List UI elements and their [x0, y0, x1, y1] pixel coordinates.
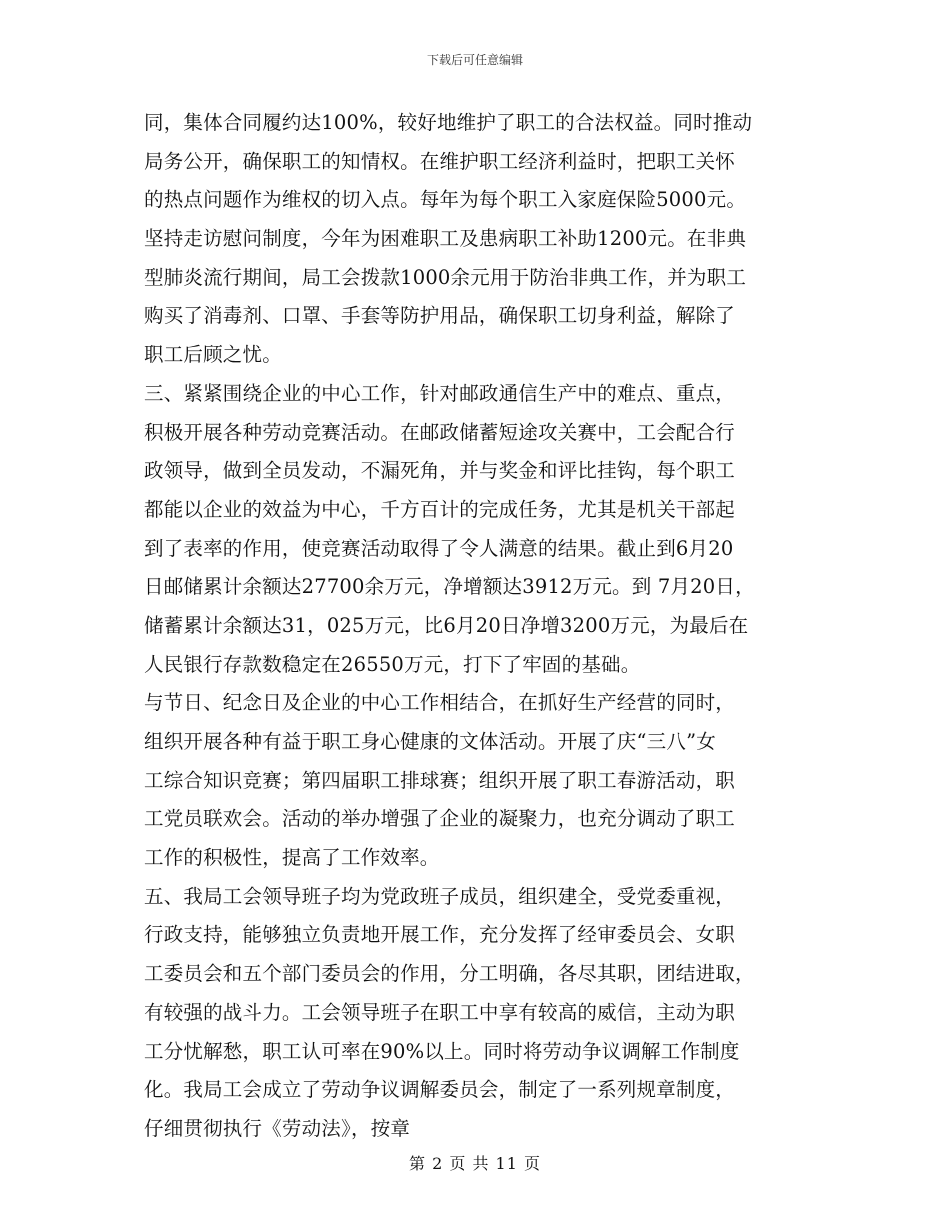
section-3-first-line: 三、紧紧围绕企业的中心工作，针对邮政通信生产中的难点、重点，	[144, 381, 736, 405]
page-header: 下载后可任意编辑	[426, 53, 523, 67]
text-line: 行政支持，能够独立负责地开展工作，充分发挥了经审委员会、女职	[144, 923, 736, 947]
text-line: 仔细贯彻执行《劳动法》，按章	[144, 1116, 411, 1140]
text-line: 坚持走访慰问制度，今年为困难职工及患病职工补助1200元。在非典	[144, 227, 747, 251]
text-line: 工分忧解愁，职工认可率在90%以上。同时将劳动争议调解工作制度	[144, 1039, 740, 1063]
text-line: 日邮储累计余额达27700余万元，净增额达3912万元。到 7月20日，	[144, 575, 755, 599]
text-line: 政领导，做到全员发动，不漏死角，并与奖金和评比挂钩，每个职工	[144, 459, 736, 483]
text-line: 积极开展各种劳动竞赛活动。在邮政储蓄短途攻关赛中，工会配合行	[144, 420, 736, 444]
document-body	[144, 104, 824, 1149]
text-line: 的热点问题作为维权的切入点。每年为每个职工入家庭保险5000元。	[144, 188, 747, 212]
text-line: 工党员联欢会。活动的举办增强了企业的凝聚力，也充分调动了职工	[144, 807, 736, 831]
text-line: 工委员会和五个部门委员会的作用，分工明确，各尽其职，团结进取，	[144, 962, 755, 986]
text-line: 工综合知识竞赛；第四届职工排球赛；组织开展了职工春游活动，职	[144, 768, 736, 792]
page-number-footer: 第 2 页 共 11 页	[409, 1154, 541, 1173]
text-line: 有较强的战斗力。工会领导班子在职工中享有较高的威信，主动为职	[144, 1000, 736, 1024]
text-line: 型肺炎流行期间，局工会拨款1000余元用于防治非典工作，并为职工	[144, 265, 747, 289]
text-line: 工作的积极性，提高了工作效率。	[144, 846, 440, 870]
text-line: 人民银行存款数稳定在26550万元，打下了牢固的基础。	[144, 652, 641, 676]
text-line: 局务公开，确保职工的知情权。在维护职工经济利益时，把职工关怀	[144, 149, 736, 173]
text-line: 组织开展各种有益于职工身心健康的文体活动。开展了庆“三八”女	[144, 730, 716, 753]
text-line: 与节日、纪念日及企业的中心工作相结合，在抓好生产经营的同时，	[144, 691, 736, 715]
section-5-first-line: 五、我局工会领导班子均为党政班子成员，组织建全，受党委重视，	[144, 884, 736, 908]
text-line: 都能以企业的效益为中心，千方百计的完成任务，尤其是机关干部起	[144, 497, 736, 521]
text-line: 同，集体合同履约达100%，较好地维护了职工的合法权益。同时推动	[144, 111, 753, 134]
text-line: 化。我局工会成立了劳动争议调解委员会，制定了一系列规章制度，	[144, 1078, 736, 1102]
text-line: 购买了消毒剂、口罩、手套等防护用品，确保职工切身利益，解除了	[144, 304, 736, 328]
text-line: 到了表率的作用，使竞赛活动取得了令人满意的结果。截止到6月20	[144, 536, 734, 560]
text-line: 储蓄累计余额达31，025万元，比6月20日净增3200万元，为最后在	[144, 613, 749, 637]
text-line: 职工后顾之忧。	[144, 343, 282, 367]
